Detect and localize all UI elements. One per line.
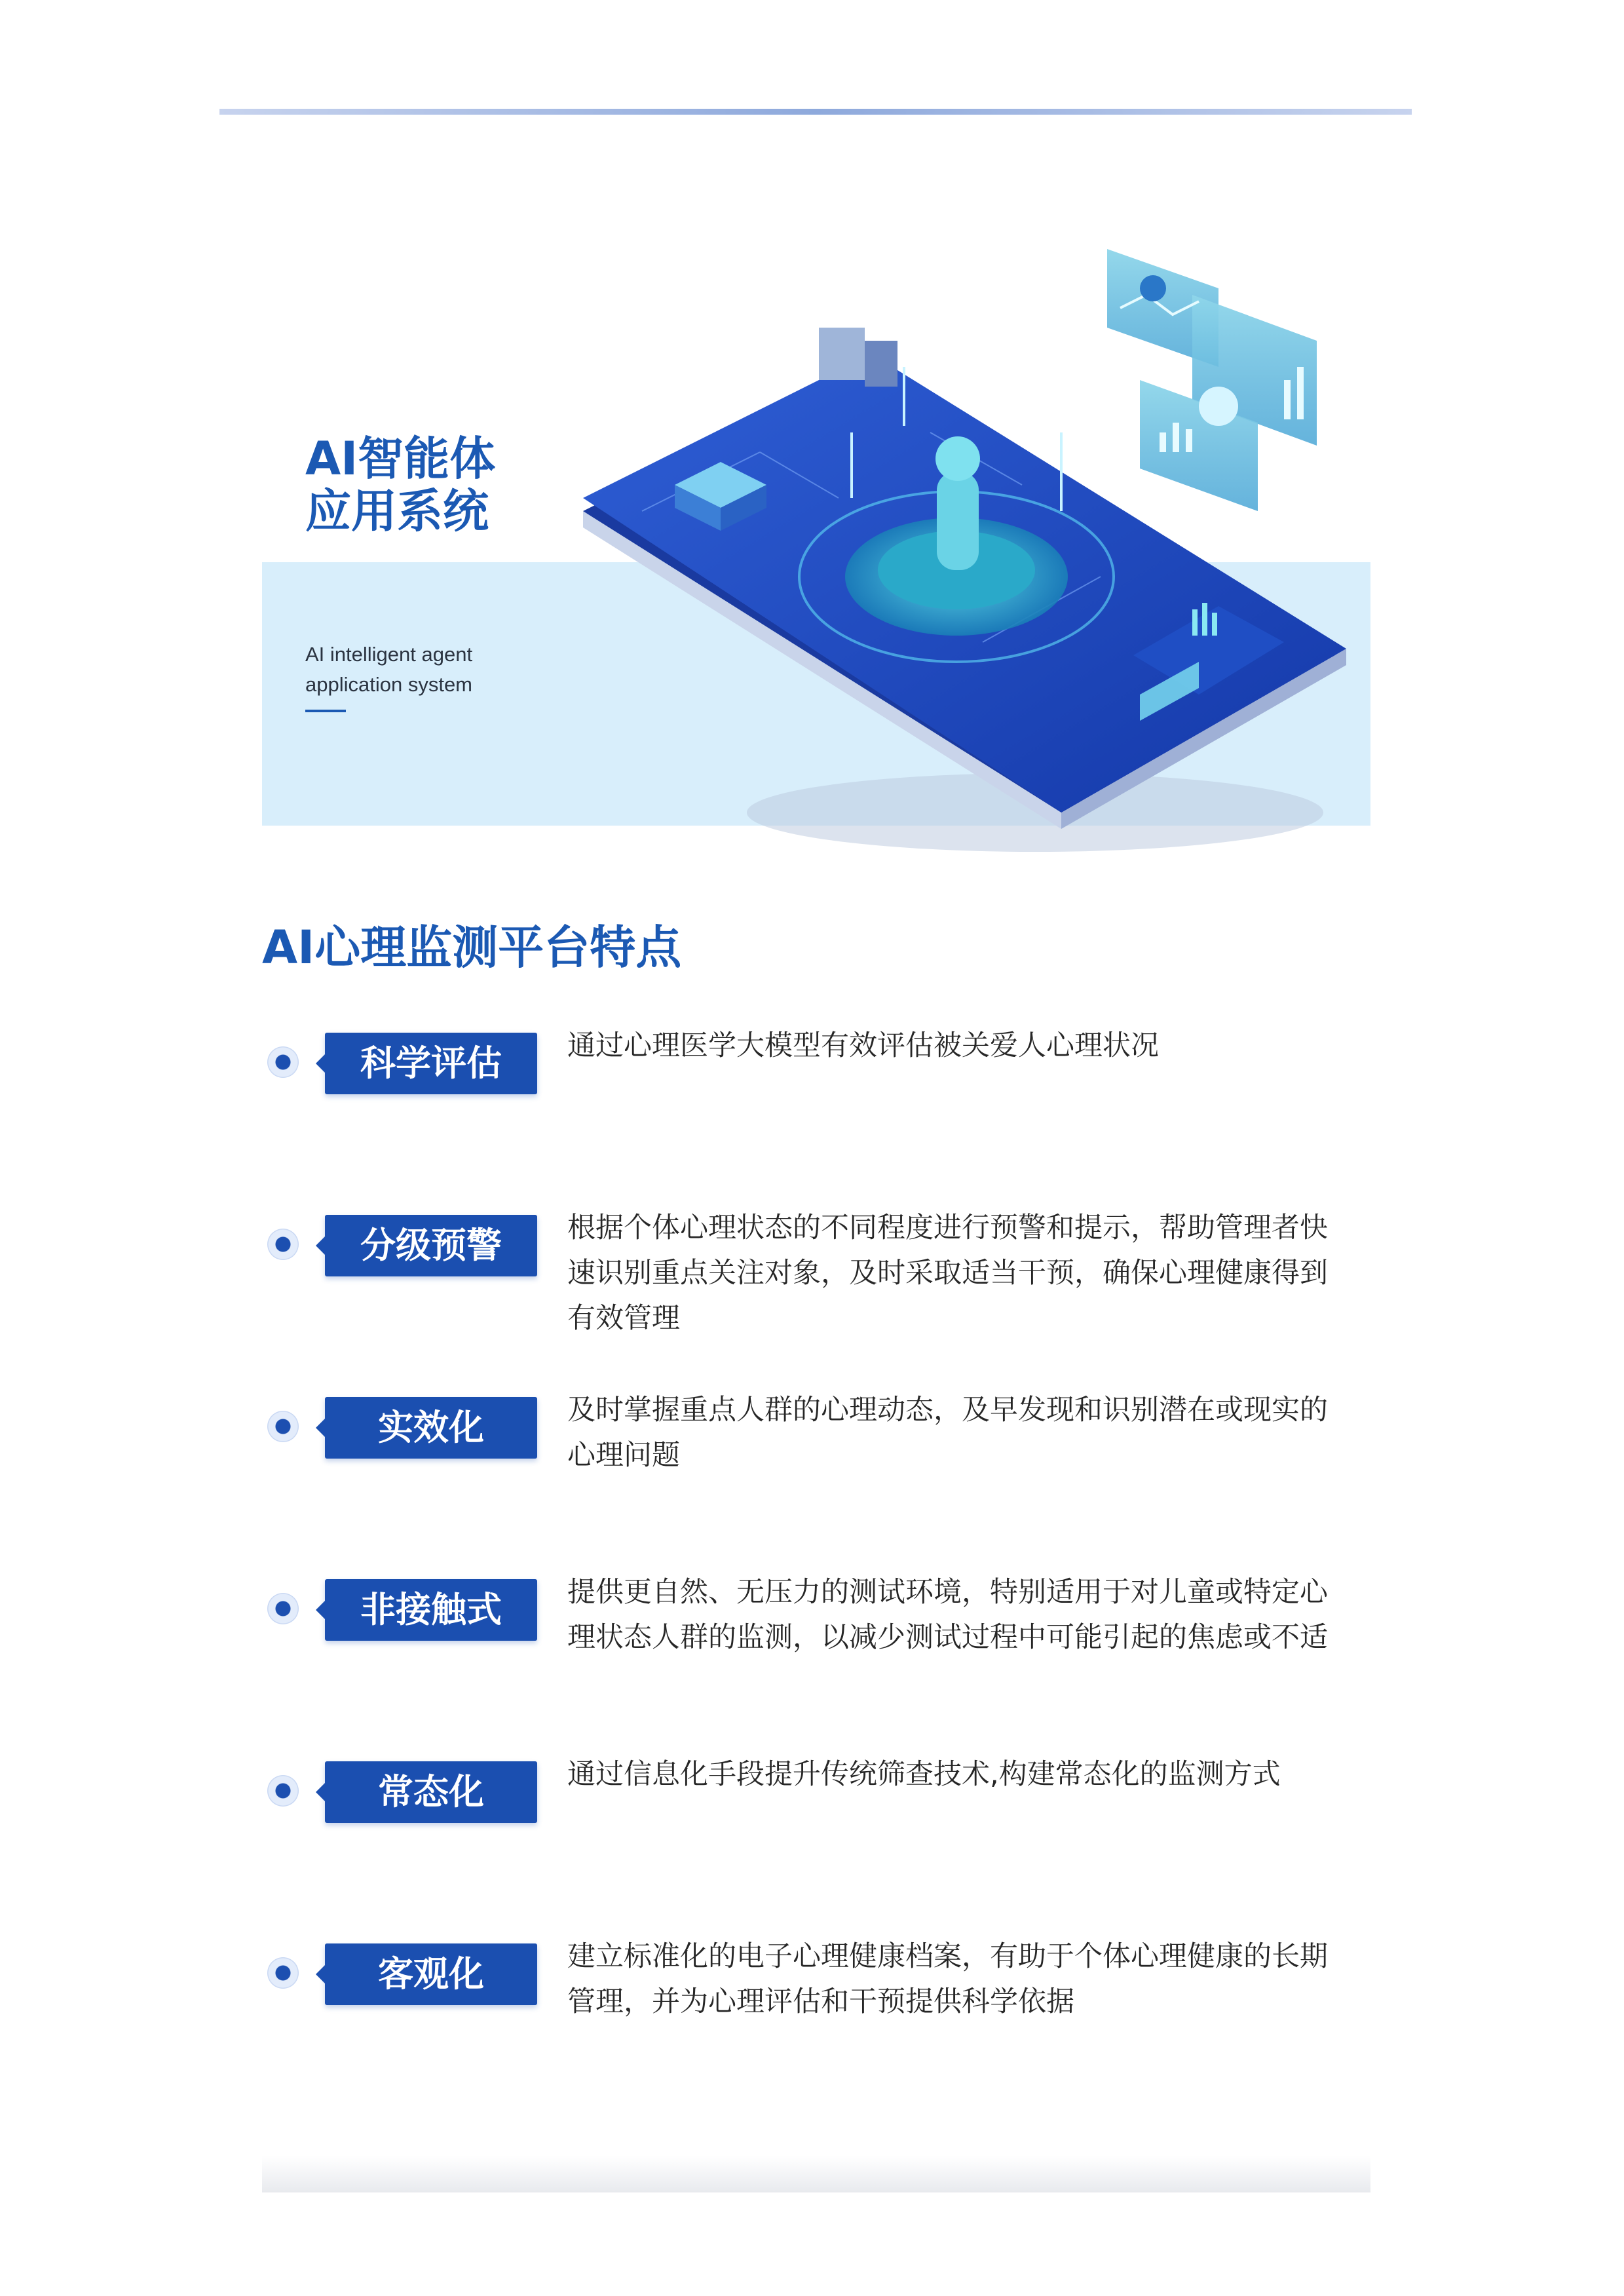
feature-label: 分级预警 [325, 1215, 537, 1276]
bullet-dot-icon [267, 1046, 299, 1078]
bullet-dot-icon [267, 1411, 299, 1442]
feature-label: 客观化 [325, 1943, 537, 2005]
feature-description: 及时掌握重点人群的心理动态，及早发现和识别潜在或现实的心理问题 [567, 1394, 1328, 1472]
isometric-tablet-illustration [563, 236, 1376, 885]
bullet-dot-icon [267, 1775, 299, 1807]
feature-description: 建立标准化的电子心理健康档案，有助于个体心理健康的长期管理，并为心理评估和干预提供科学依据 [567, 1940, 1328, 2018]
feature-label: 非接触式 [325, 1579, 537, 1641]
section-title: AI心理监测平台特点 [262, 921, 682, 974]
bottom-divider [262, 2156, 1370, 2192]
hero-dash [305, 710, 346, 712]
bullet-dot-icon [267, 1593, 299, 1624]
feature-description: 提供更自然、无压力的测试环境，特别适用于对儿童或特定心理状态人群的监测，以减少测试过程中可能引起的焦虑或不适 [567, 1576, 1328, 1654]
feature-label: 实效化 [325, 1397, 537, 1459]
hero-subtitle-line1: AI intelligent agent [305, 643, 473, 666]
hero-subtitle [305, 640, 472, 700]
feature-description: 通过信息化手段提升传统筛查技术,构建常态化的监测方式 [567, 1758, 1281, 1791]
feature-label: 科学评估 [325, 1033, 537, 1094]
hero-title-line1: AI智能体 [305, 432, 496, 486]
hero-title [305, 432, 495, 537]
bullet-dot-icon [267, 1957, 299, 1989]
top-divider [219, 109, 1412, 115]
feature-label: 常态化 [325, 1761, 537, 1823]
feature-description: 根据个体心理状态的不同程度进行预警和提示，帮助管理者快速识别重点关注对象，及时采取适当干预，确保心理健康得到有效管理 [567, 1212, 1328, 1335]
bullet-dot-icon [267, 1229, 299, 1260]
feature-description: 通过心理医学大模型有效评估被关爱人心理状况 [567, 1029, 1159, 1062]
hero-subtitle-line2: application system [305, 673, 473, 696]
hero-title-line2: 应用系统 [305, 484, 489, 538]
